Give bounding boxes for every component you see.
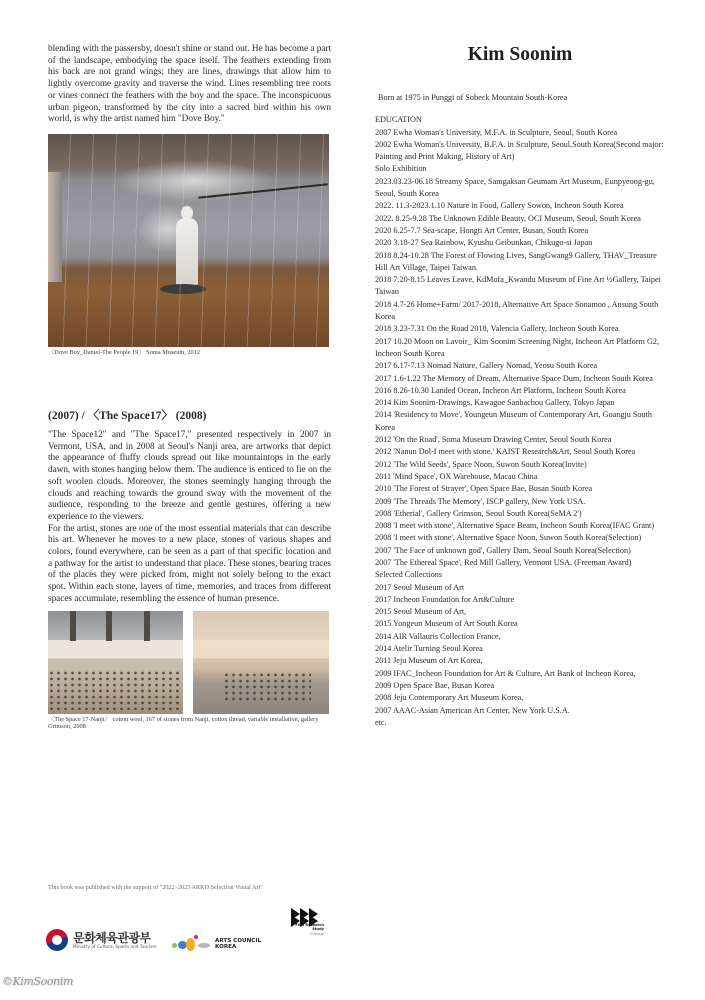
- photo-stones: [223, 672, 311, 702]
- education-item: 2002 Ewha Woman's University, B.F.A. in Sculpture, Seoul,South Korea(Second major: Painting and Print Making, History of Art): [375, 139, 664, 162]
- ministry-logo: [46, 929, 156, 953]
- arko-dot-magenta-icon: [194, 935, 198, 939]
- taegeuk-emblem-icon: [46, 929, 68, 951]
- collection-item: 2015 Yongeun Museum of Art South Korea: [375, 619, 518, 629]
- solo-exhibition-item: 2011 'Mind Space', OX Warehouse, Macau China: [375, 471, 538, 481]
- solo-exhibition-item: 2012 'On the Road', Soma Museum Drawing Center, Seoul South Korea: [375, 435, 612, 445]
- artist-name: Kim Soonim: [467, 44, 573, 65]
- solo-exhibition-item: 2014 Kim Soonim-Drawings, Kawagoe Sanbachou Gallery, Tokyo Japan: [375, 398, 615, 408]
- arts-council-line2: KOREA: [215, 944, 237, 951]
- arts-council-name: [215, 938, 261, 950]
- copyright-watermark: ©KimSoonim: [2, 975, 73, 988]
- solo-exhibition-item: 2007 'The Face of unknown god', Gallery Dam, Seoul South Korea(Selection): [375, 545, 631, 555]
- solo-exhibition-item: 2018 7.20-8.15 Leaves Leave, KdMofa_Kwandu Museum of Fine Art ½Gallery, Taipei Taiwan: [375, 275, 661, 297]
- film-research-logo: [285, 908, 325, 942]
- ministry-english-name: Ministry of Culture, Sports and Tourism: [73, 945, 157, 950]
- arko-dot-green-icon: [172, 943, 177, 948]
- solo-exhibition-item: 2014 'Residency to Move', Youngeun Museum of Contemporary Art, Goangju South Korea: [375, 410, 652, 432]
- arts-council-line1: ARTS COUNCIL: [215, 938, 262, 944]
- dove-boy-paragraph: blending with the passersby, doesn't shine or stand out. He has become a part of the landscape, embodying the space itself. The feathers extending from his back are not grand wings; they are lines, drawings that allow him to lightly overcome gravity and traverse the wind. Lines resembling tree roots or vines connect the feathers with the boy and the space. The inconspicuous urban pigeon, transformed by the city into a sacred bird within his own world, is why the artist named him "Dove Boy.": [48, 44, 331, 125]
- artist-bio: [375, 92, 665, 729]
- collection-item: 2009 Open Space Bae, Busan Korea: [375, 680, 495, 690]
- solo-exhibition-item: 2012 'The Wild Seeds', Space Noon, Suwon South Korea(Invite): [375, 459, 587, 469]
- support-note: This book was published with the support of "2022~2023 ARKO Selection Visual Art": [48, 884, 263, 891]
- photo-window-frame: [70, 611, 76, 641]
- space17-photo-gallery: [193, 611, 329, 714]
- photo-hanging-threads: [48, 134, 329, 347]
- collection-item: 2008 Jeju Contemporary Art Museum Korea,: [375, 693, 524, 703]
- solo-exhibition-item: 2017 1.6-1.22 The Memory of Dream, Alternative Space Dum, Incheon South Korea: [375, 373, 653, 383]
- solo-exhibition-item: 2010 'The Forest of Strayer', Open Space Bae, Busan South Korea: [375, 484, 593, 494]
- collections-heading: Selected Collections: [375, 570, 443, 580]
- space-text: [48, 430, 331, 606]
- film-line-1: Film Research: [295, 923, 324, 927]
- solo-exhibition-item: 2020 3.18-27 Sea Rainbow, Kyushu Geibunkan, Chikugo-si Japan: [375, 238, 593, 248]
- arko-dot-gray-icon: [198, 943, 210, 948]
- stones-paragraph: For the artist, stones are one of the most essential materials that can describe his art. Whenever he moves to a new place, stones of various shapes and colors, found everywhere, can be seen as a part of that specific location and a pathway for the artist to understand that place. These stones, bearing traces of the places they were picked from, might not solely belong to the exact spot. Within each stone, layers of time, memories, and traces from different spaces accumulate, resembling the essence of human presence.: [48, 523, 331, 604]
- education-list: [375, 127, 665, 164]
- education-item: 2007 Ewha Woman's University, M.F.A. in Sculpture, Seoul, South Korea: [375, 127, 618, 137]
- solo-exhibition-item: 2017 6.17-7.13 Nomad Nature, Gallery Nomad, Yeosu South Korea: [375, 361, 598, 371]
- film-research-text: [280, 923, 324, 936]
- birth-info: Born at 1975 in Punggi of Sobeck Mountain South-Korea: [378, 93, 568, 102]
- solo-exhibition-item: 2008 'I meet with stone', Alternative Space Noon, Suwon South Korea(Selection): [375, 533, 642, 543]
- space-section-title: (2007) / 〈The Space17〉 (2008): [48, 410, 207, 422]
- photo-window-frame: [144, 611, 150, 641]
- solo-exhibition-item: 2016 8.26-10.30 Landed Ocean, Incheon Art Platform, Incheon South Korea: [375, 385, 626, 395]
- space-paragraph: "The Space12" and "The Space17," presented respectively in 2007 in Vermont, USA, and in 2008 at Seoul's Nanji area, are artworks that depict the appearance of fluffy clouds spread out like mountaintops in the early dawn, with stones hanging below them. The audience is enticed to lie on the soft woolen clouds. Moreover, the stones seemingly hanging through the clouds and reaching towards the ground sway with the movement of the audience, responding to the breeze and gentle gestures, offering a new experience to the viewers.: [48, 430, 331, 522]
- solo-exhibition-item: 2020 6.25-7.7 Sea-scape, Hongti Art Center, Busan, South Korea: [375, 225, 589, 235]
- solo-exhibition-item: 2009 'The Threads The Memory', ISCP gallery, New York USA.: [375, 496, 586, 506]
- solo-exhibition-item: 2018 8.24-10.28 The Forest of Flowing Lives, SangGwang9 Gallery, THAV_Treasure Hill Art Village, Taipei Taiwan.: [375, 250, 657, 272]
- ministry-korean-name: 문화체육관광부: [73, 931, 151, 945]
- collection-item: 2015 Seoul Museum of Art,: [375, 607, 467, 617]
- photo-window-frame: [106, 611, 112, 641]
- solo-exhibition-item: 2008 'Etherial', Gallery Grimson, Seoul South Korea(SeMA 2'): [375, 508, 582, 518]
- arts-council-logo: [172, 935, 272, 953]
- collection-item: 2014 Atelir Turning Seoul Korea: [375, 644, 483, 654]
- arko-dot-yellow-icon: [186, 938, 195, 951]
- collection-item: etc.: [375, 717, 387, 727]
- collection-item: 2017 Incheon Foundation for Art&Culture: [375, 594, 515, 604]
- collection-item: 2014 AIR Vallauris Collection France,: [375, 631, 501, 641]
- film-line-2: Study: [312, 927, 324, 932]
- photo-stones: [48, 670, 183, 710]
- solo-exhibition-item: 2007 'The Ethereal Space', Red Mill Gallery, Vermont USA. (Freeman Award): [375, 557, 632, 567]
- solo-exhibition-item: 2012 'Nanun Dol-I meet with stone.' KAIST Research&Art, Seoul South Korea: [375, 447, 636, 457]
- solo-exhibition-item: 2022. 11.3-2023.1.10 Nature in Food, Gallery Sowon, Incheon South Korea: [375, 201, 624, 211]
- space17-photo-window: [48, 611, 183, 714]
- solo-exhibition-heading: Solo Exhibition: [375, 164, 427, 174]
- solo-exhibition-item: 2018 4.7-26 Home+Farm/ 2017-2018, Alternative Art Space Sonamoo , Ansung South Korea: [375, 299, 659, 322]
- collection-item: 2011 Jeju Museum of Art Korea,: [375, 656, 483, 666]
- solo-exhibition-item: 2018 3.23-7.31 On the Road 2018, Valencia Gallery, Incheon South Korea: [375, 324, 619, 334]
- solo-exhibition-item: 2023.03.23-06.18 Streamy Space, Samgaksan Geumam Art Museum, Eunpyeong-gu, Seoul, South Korea: [375, 176, 655, 199]
- collection-item: 2017 Seoul Museum of Art: [375, 582, 465, 592]
- film-line-3: Critique: [309, 931, 324, 936]
- solo-exhibition-list: [375, 176, 665, 570]
- solo-exhibition-item: 2017 10.20 Moon on Lavoir_ Kim Soonim Screening Night, Incheon Art Platform G2, Incheon South Korea: [375, 336, 660, 358]
- education-heading: EDUCATION: [375, 115, 422, 125]
- collection-item: 2007 AAAC-Asian American Art Center, New York U.S.A.: [375, 705, 570, 715]
- collections-list: [375, 582, 665, 730]
- space17-caption: 〈The Space 17-Nanji〉 cotton wool, 167 of stones from Nanji, cotton thread, variable installation, gallery Grimson, 2008: [48, 716, 319, 731]
- solo-exhibition-item: 2008 'I meet with stone', Alternative Space Beam, Incheon South Korea(IFAC Grant): [375, 521, 655, 531]
- solo-exhibition-item: 2022. 8.25-9.28 The Unknown Edible Beauty, OCI Museum, Seoul, South Korea: [375, 213, 641, 223]
- dove-boy-photo: [48, 134, 329, 347]
- collection-item: 2009 IFAC_Incheon Foundation for Art & Culture, Art Bank of Incheon Korea,: [375, 668, 636, 678]
- dove-boy-caption: 〈Dove Boy_Daniel-The People 19〉 Soma Museum, 2012: [48, 349, 200, 356]
